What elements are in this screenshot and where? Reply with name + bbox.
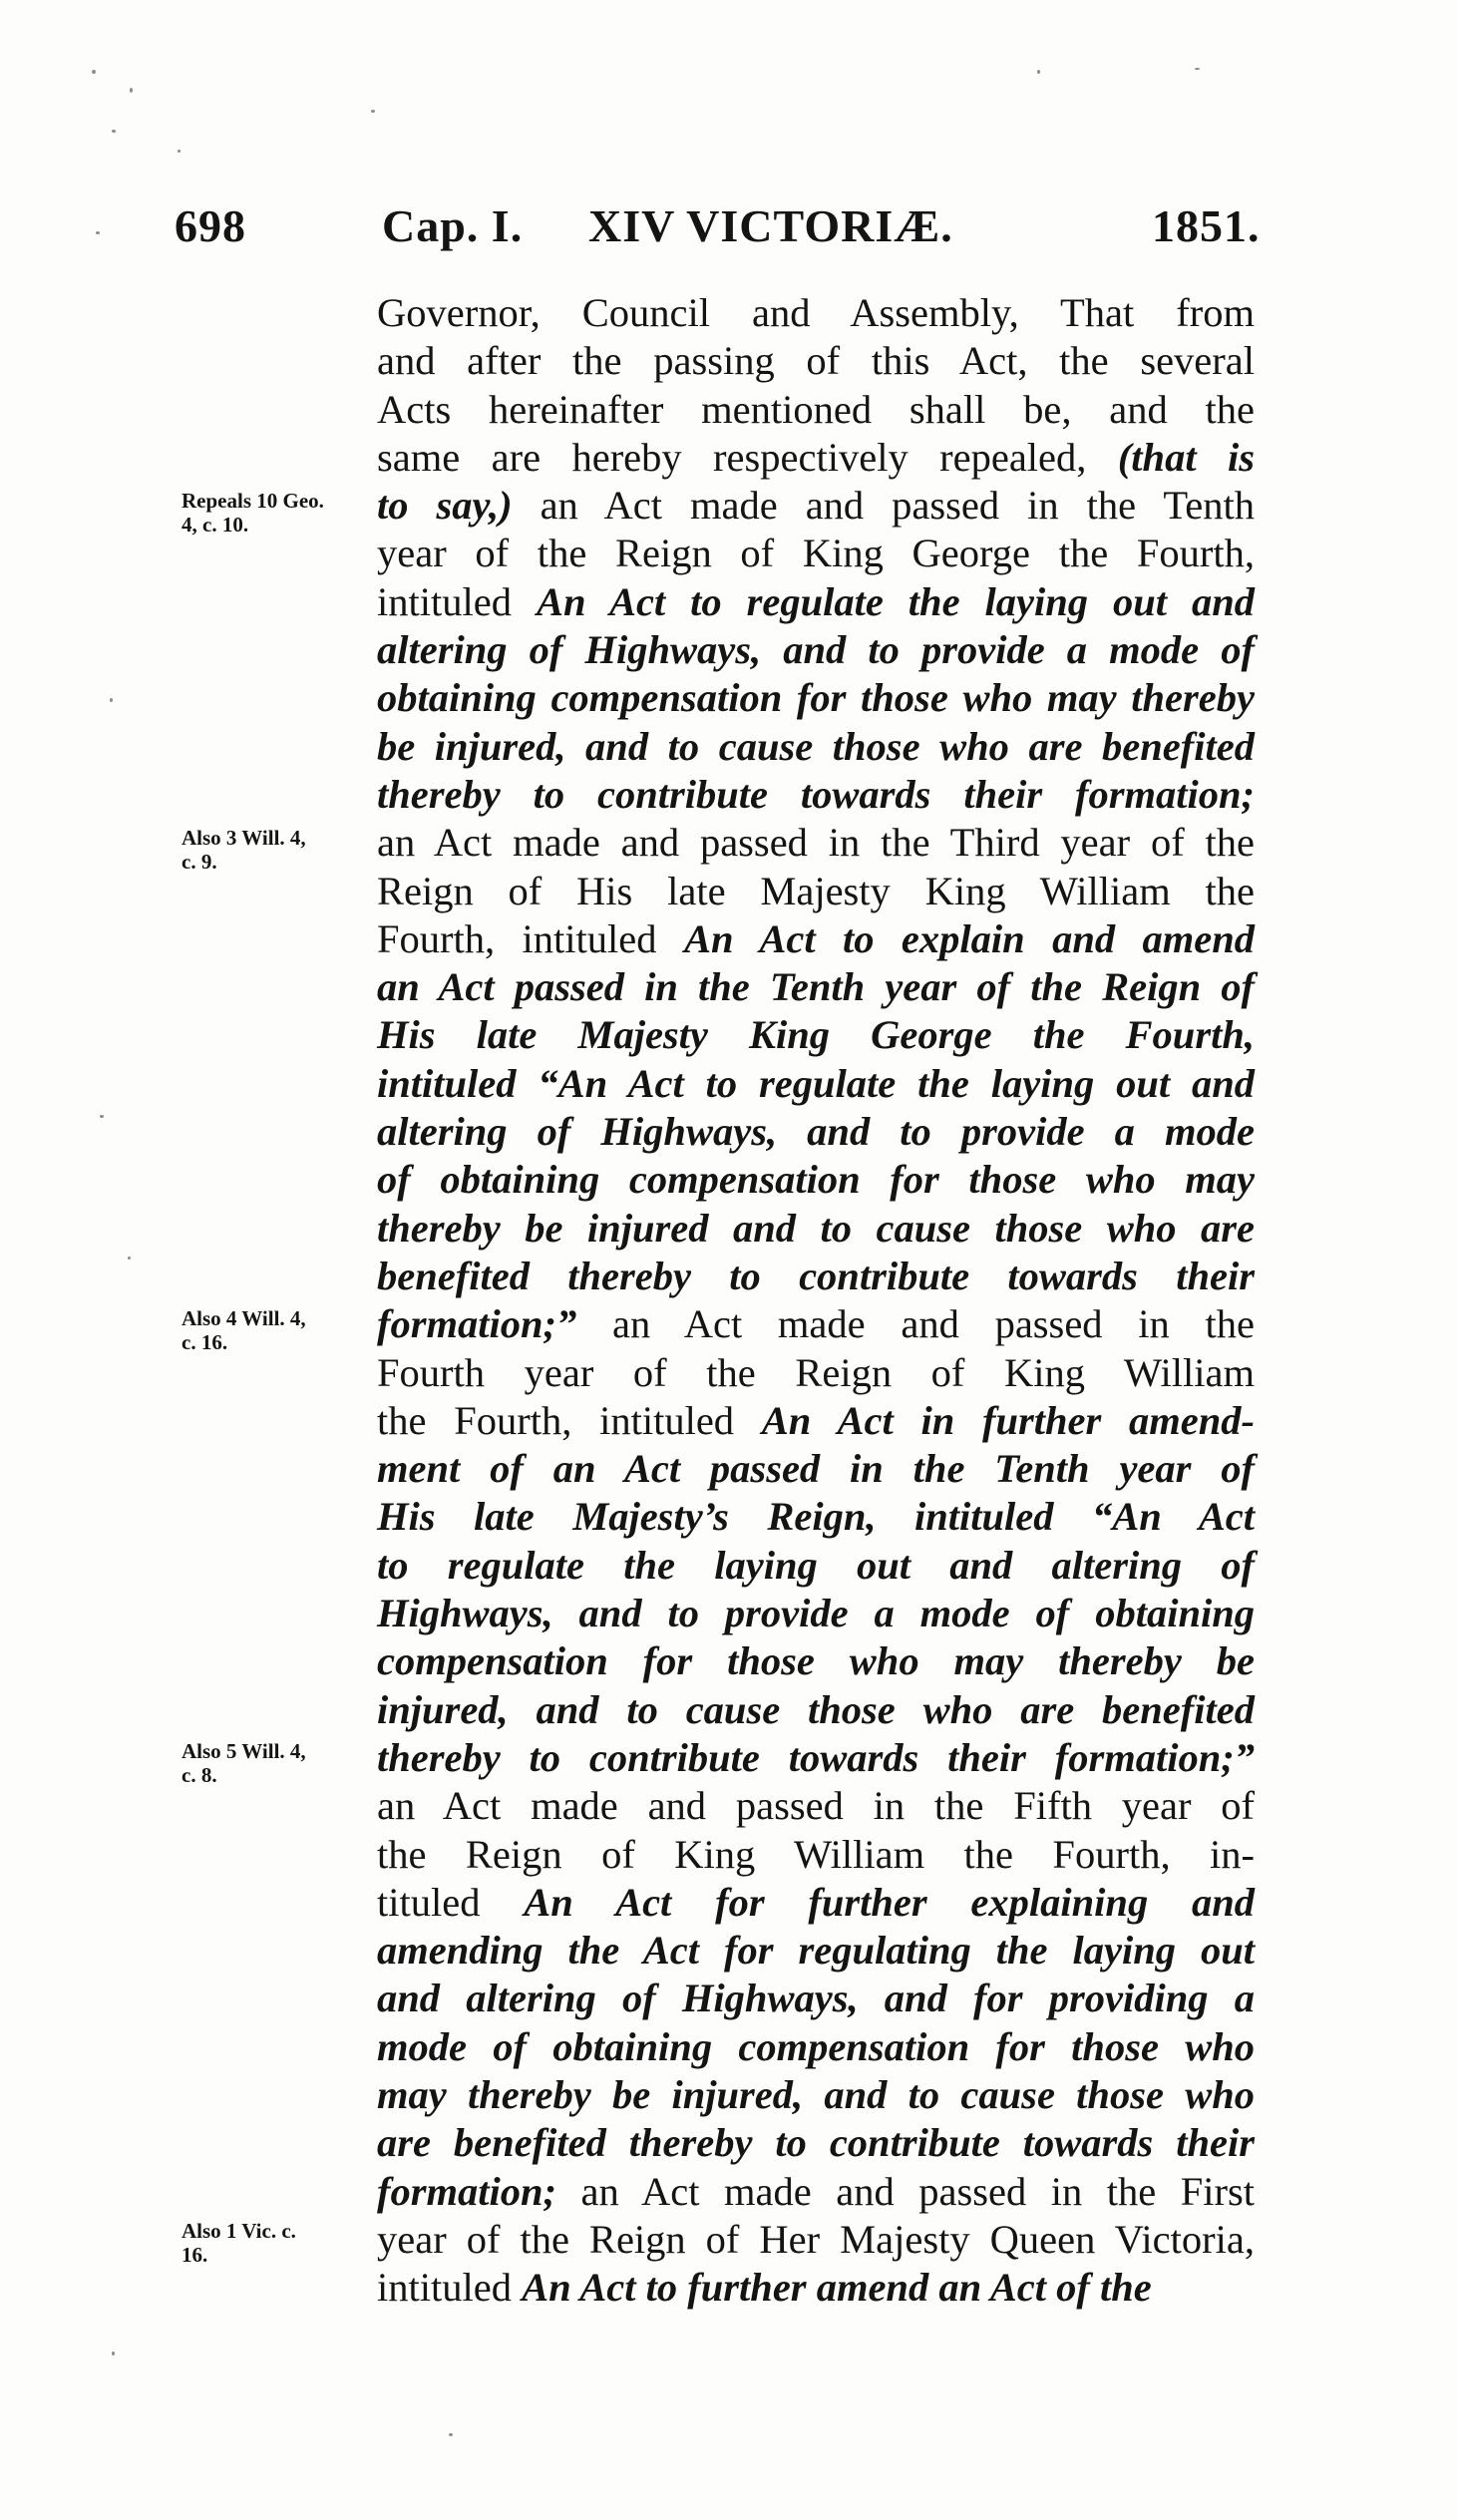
italic-text-run: (that is — [1117, 434, 1255, 480]
text-line — [377, 723, 1255, 771]
italic-text-run: thereby to contribute towards their formation;” — [377, 1734, 1255, 1780]
margin-note-also-4-will-4 — [182, 1306, 371, 1354]
italic-text-run: thereby be injured and to cause those who are — [377, 1205, 1255, 1251]
italic-text-run: Highways, and to provide a mode of obtaining — [377, 1591, 1255, 1636]
margin-note-line: c. 9. — [182, 850, 217, 874]
margin-note-also-5-will-4 — [182, 1739, 371, 1787]
italic-text-run: formation;” — [377, 1301, 577, 1347]
italic-text-run: His late Majesty’s Reign, intituled “An Act — [377, 1494, 1255, 1540]
text-line — [377, 1831, 1255, 1879]
text-line — [377, 578, 1255, 626]
scan-speck — [449, 2433, 453, 2436]
scan-speck — [110, 698, 113, 702]
scan-speck — [1037, 70, 1040, 74]
text-run: tituled — [377, 1879, 525, 1925]
scan-speck — [178, 150, 181, 153]
italic-text-run: benefited thereby to contribute towards their — [377, 1253, 1255, 1298]
scan-speck — [96, 231, 100, 234]
text-run: Fourth, intituled — [377, 915, 684, 961]
italic-text-run: amending the Act for regulating the laying out — [377, 1928, 1255, 1974]
text-line — [377, 1060, 1255, 1108]
italic-text-run: be injured, and to cause those who are benefited — [377, 723, 1255, 769]
margin-note-line: Also 5 Will. 4, — [182, 1739, 306, 1763]
text-line — [377, 1349, 1255, 1397]
margin-note-line: Also 4 Will. 4, — [182, 1306, 306, 1330]
text-line — [377, 963, 1255, 1011]
text-line — [377, 2216, 1255, 2264]
text-line — [377, 1782, 1255, 1830]
text-run: same are hereby respectively repealed, — [377, 434, 1118, 480]
text-line — [377, 819, 1255, 867]
margin-note-line: 16. — [182, 2243, 208, 2267]
italic-text-run: injured, and to cause those who are benefited — [377, 1686, 1255, 1732]
text-run: intituled — [377, 2265, 523, 2311]
text-line — [377, 868, 1255, 915]
scan-speck — [371, 110, 375, 113]
italic-text-run: An Act in further amend- — [761, 1397, 1256, 1443]
margin-note-line: c. 16. — [182, 1330, 228, 1354]
scan-speck — [128, 1257, 131, 1260]
italic-text-run: to regulate the laying out and altering of — [377, 1542, 1255, 1588]
text-line — [377, 1445, 1255, 1493]
text-line — [377, 289, 1255, 337]
margin-note-also-1-vic — [182, 2219, 371, 2267]
scan-speck — [92, 70, 96, 74]
statute-body-text — [377, 289, 1255, 2312]
text-line — [377, 1879, 1255, 1927]
text-line — [377, 626, 1255, 674]
margin-note-repeals-10-geo-4 — [182, 489, 371, 537]
italic-text-run: intituled “An Act to regulate the laying out and — [377, 1060, 1255, 1106]
reign-label: XIV VICTORIÆ. — [588, 200, 953, 251]
text-run: an Act made and passed in the Tenth — [512, 483, 1255, 529]
text-line — [377, 2264, 1255, 2312]
text-line — [377, 1637, 1255, 1685]
scan-speck — [1195, 68, 1200, 70]
italic-text-run: altering of Highways, and to provide a mode of — [377, 627, 1255, 673]
text-run: an Act made and passed in the Third year of the — [377, 820, 1255, 866]
text-line — [377, 2168, 1255, 2216]
margin-note-line: c. 8. — [182, 1763, 217, 1787]
text-line — [377, 530, 1255, 577]
text-run: year of the Reign of Her Majesty Queen Victoria, — [377, 2216, 1255, 2262]
text-line — [377, 1686, 1255, 1734]
italic-text-run: ment of an Act passed in the Tenth year of — [377, 1446, 1255, 1492]
italic-text-run: His late Majesty King George the Fourth, — [377, 1012, 1255, 1058]
italic-text-run: An Act to regulate the laying out and — [536, 578, 1255, 624]
text-line — [377, 1734, 1255, 1782]
text-run: Fourth year of the Reign of King William — [377, 1349, 1255, 1395]
text-line — [377, 1927, 1255, 1975]
text-line — [377, 2119, 1255, 2167]
text-run: an Act made and passed in the Fifth year of — [377, 1783, 1255, 1829]
scan-speck — [112, 2351, 115, 2355]
margin-note-also-3-will-4 — [182, 826, 371, 874]
italic-text-run: obtaining compensation for those who may thereby — [377, 675, 1255, 721]
text-run: and after the passing of this Act, the several — [377, 338, 1255, 384]
text-line — [377, 1493, 1255, 1541]
text-line — [377, 1397, 1255, 1445]
italic-text-run: An Act for further explaining and — [524, 1879, 1255, 1925]
margin-note-line: Repeals 10 Geo. — [182, 489, 324, 513]
text-line — [377, 482, 1255, 530]
italic-text-run: of obtaining compensation for those who may — [377, 1157, 1255, 1203]
text-line — [377, 1975, 1255, 2022]
page-number: 698 — [175, 200, 246, 251]
text-line — [377, 1205, 1255, 1253]
text-run: Reign of His late Majesty King William the — [377, 868, 1255, 913]
text-line — [377, 434, 1255, 482]
italic-text-run: may thereby be injured, and to cause those who — [377, 2071, 1255, 2117]
scan-speck — [112, 130, 116, 133]
text-line — [377, 1590, 1255, 1637]
text-line — [377, 337, 1255, 385]
italic-text-run: An Act to explain and amend — [683, 915, 1256, 961]
text-line — [377, 1156, 1255, 1204]
text-line — [377, 771, 1255, 819]
running-header — [0, 199, 1457, 259]
italic-text-run: and altering of Highways, and for providing a — [377, 1976, 1255, 2021]
text-run: an Act made and passed in the First — [556, 2168, 1255, 2214]
italic-text-run: formation; — [377, 2168, 557, 2214]
italic-text-run: thereby to contribute towards their formation; — [377, 771, 1255, 817]
text-run: the Reign of King William the Fourth, in- — [377, 1831, 1255, 1877]
text-run: an Act made and passed in the — [576, 1301, 1255, 1347]
text-line — [377, 1011, 1255, 1059]
year-label: 1851. — [1152, 200, 1261, 251]
italic-text-run: an Act passed in the Tenth year of the Reign of — [377, 964, 1255, 1010]
text-run: Governor, Council and Assembly, That from — [377, 290, 1255, 335]
text-run: Acts hereinafter mentioned shall be, and the — [377, 386, 1255, 432]
text-line — [377, 1108, 1255, 1156]
text-line — [377, 2023, 1255, 2071]
italic-text-run: to say,) — [377, 483, 513, 529]
italic-text-run: are benefited thereby to contribute towards their — [377, 2120, 1255, 2166]
chapter-label: Cap. I. — [382, 200, 524, 251]
margin-note-line: Also 3 Will. 4, — [182, 826, 306, 850]
text-line — [377, 1542, 1255, 1590]
text-run: the Fourth, intituled — [377, 1397, 762, 1443]
text-line — [377, 674, 1255, 722]
italic-text-run: compensation for those who may thereby be — [377, 1638, 1255, 1684]
scan-speck — [100, 1115, 104, 1118]
margin-note-line: 4, c. 10. — [182, 513, 249, 537]
text-line — [377, 1253, 1255, 1300]
italic-text-run: mode of obtaining compensation for those who — [377, 2023, 1255, 2069]
text-line — [377, 915, 1255, 963]
text-run: intituled — [377, 578, 537, 624]
scan-speck — [130, 88, 133, 93]
text-run: year of the Reign of King George the Fourth, — [377, 531, 1255, 576]
text-line — [377, 1300, 1255, 1348]
italic-text-run: altering of Highways, and to provide a mode — [377, 1109, 1255, 1155]
margin-note-line: Also 1 Vic. c. — [182, 2219, 296, 2243]
italic-text-run: An Act to further amend an Act of the — [522, 2265, 1152, 2311]
text-line — [377, 386, 1255, 434]
text-line — [377, 2071, 1255, 2119]
